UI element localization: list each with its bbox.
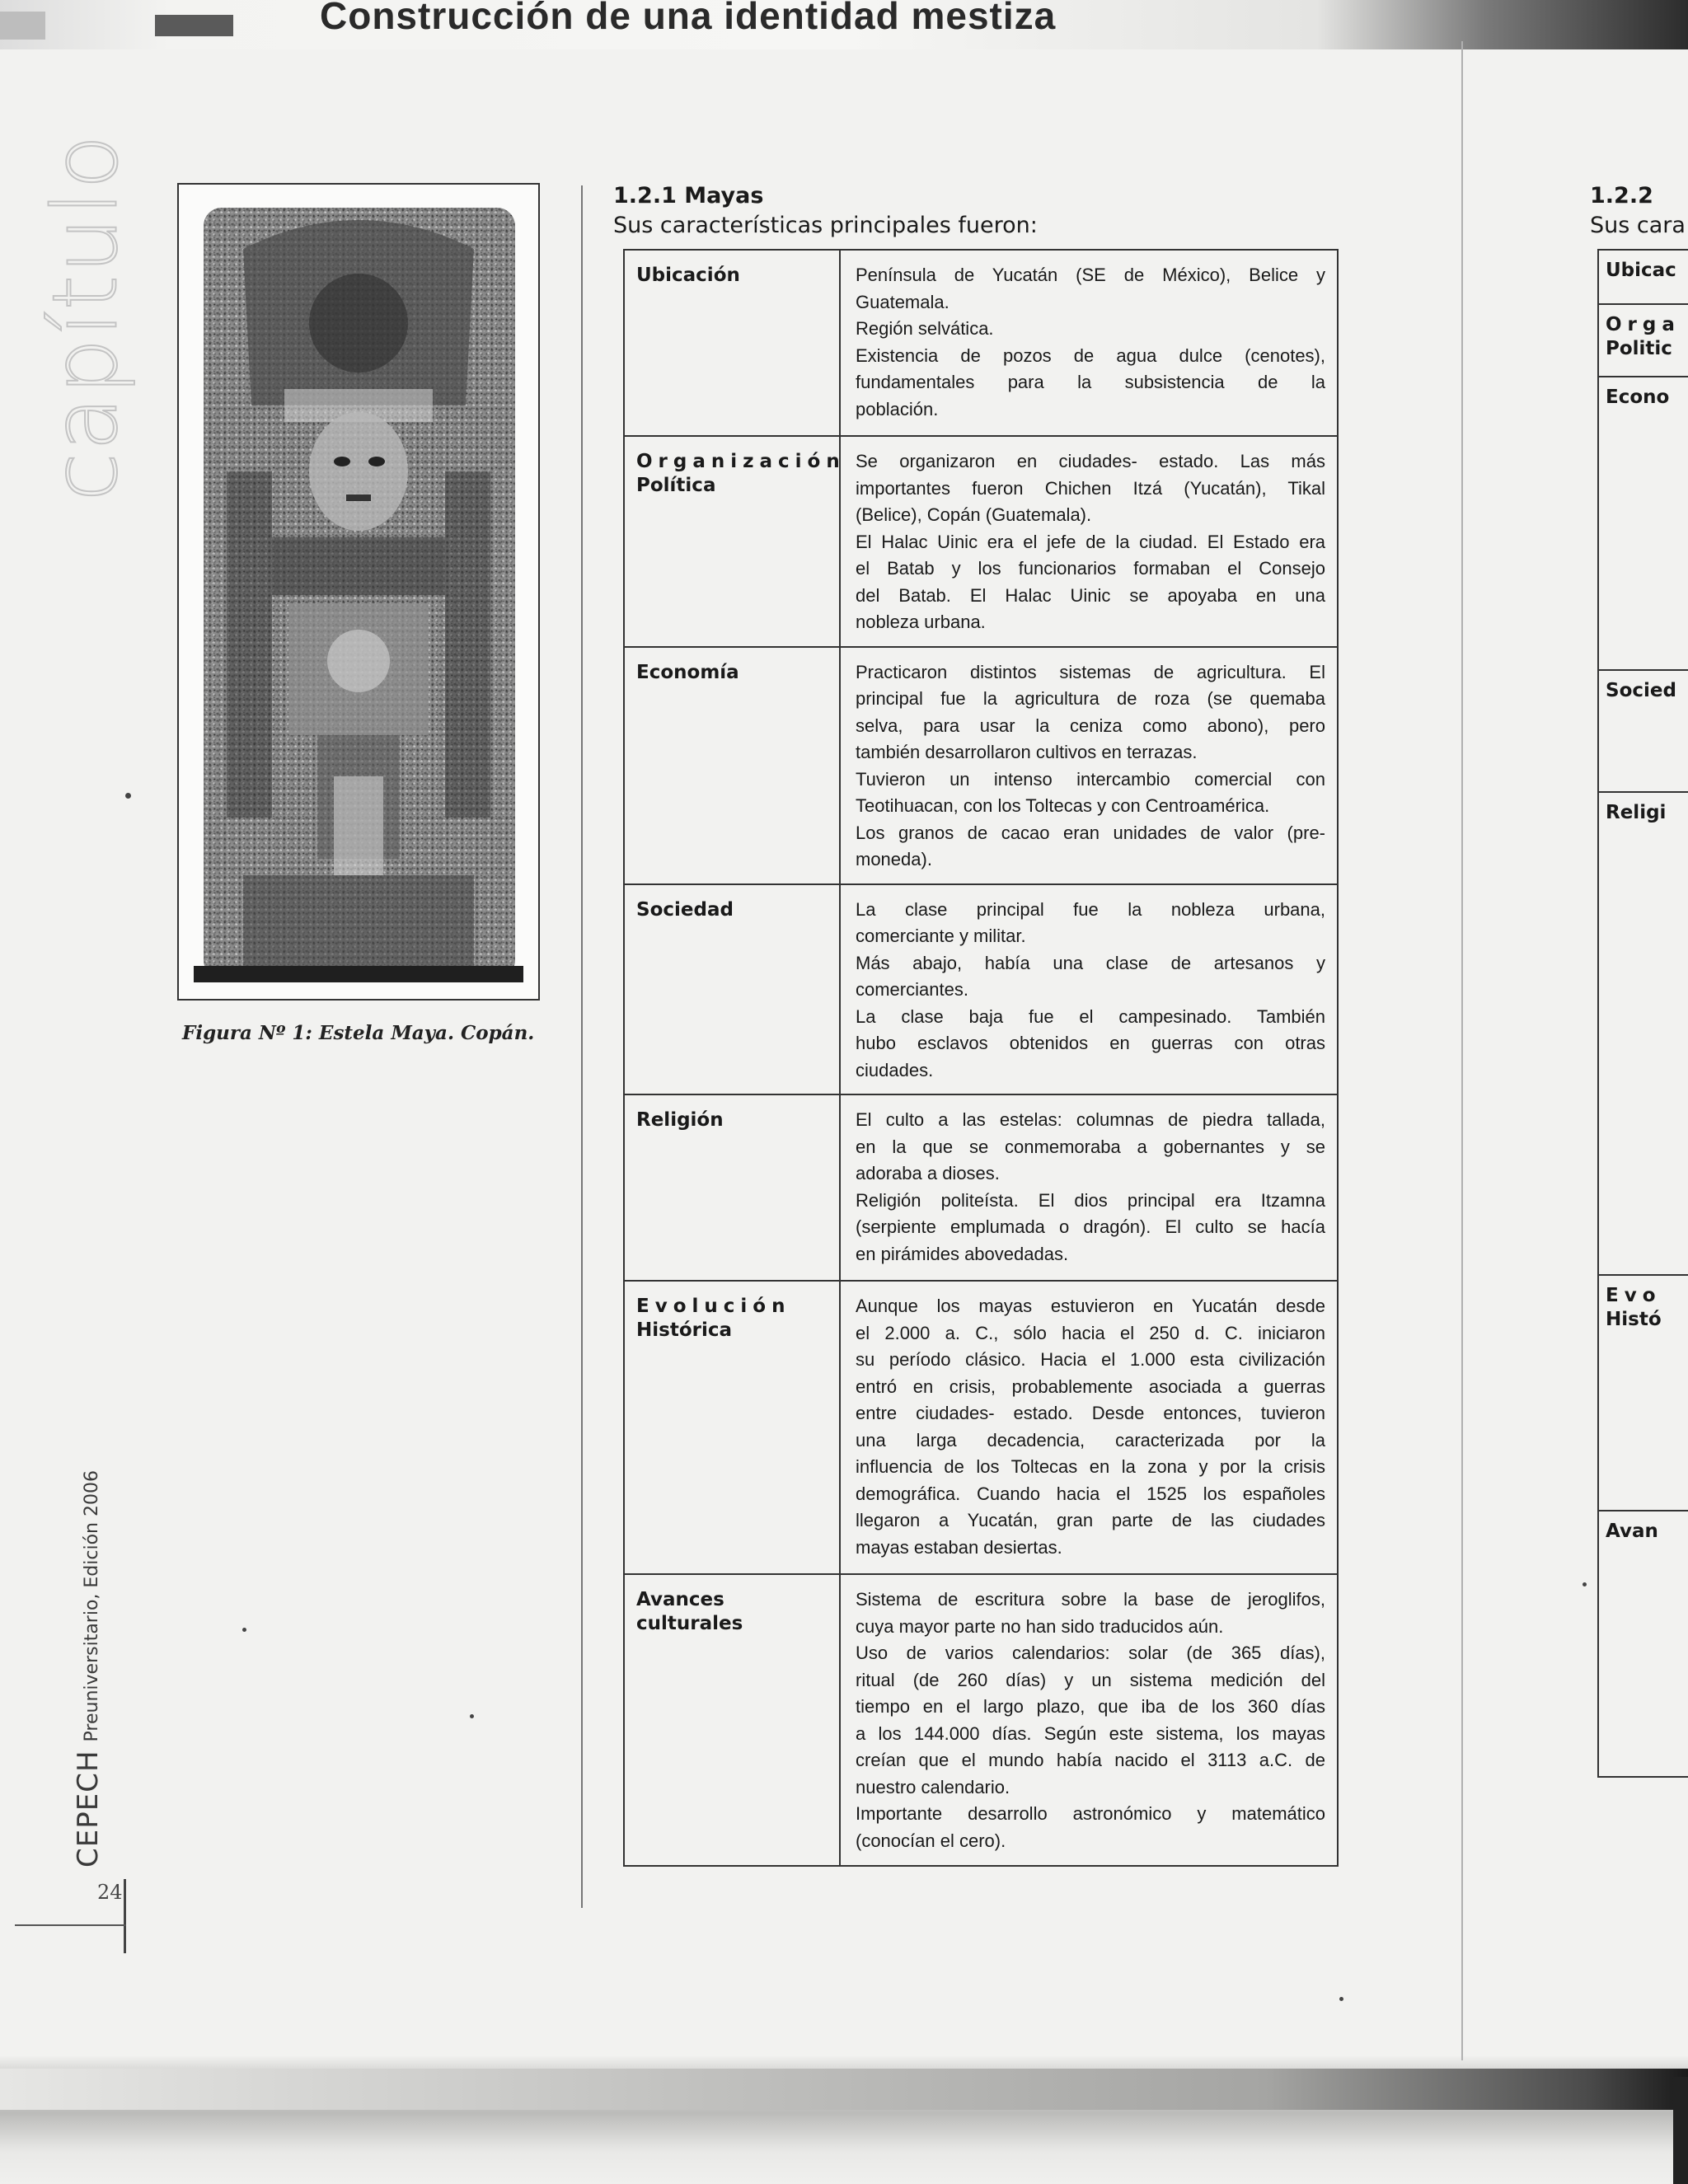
description-line: comerciantes. [856, 979, 968, 1000]
scan-speck [125, 793, 131, 799]
running-header: Construcción de una identidad mestiza [320, 0, 1057, 37]
figure-frame [177, 183, 540, 1001]
next-section-label-line: Politic [1606, 338, 1672, 359]
description-line: mayas estaban desiertas. [856, 1536, 1062, 1558]
next-section-label-line: Econo [1606, 387, 1670, 408]
row-label [624, 647, 840, 884]
scan-top-left-mark [0, 12, 45, 40]
description-line: demográfica. Cuando hacia el 1525 los españoles [856, 1483, 1325, 1504]
table-row [624, 647, 1338, 884]
next-section-row-label [1599, 251, 1688, 305]
next-section-label-line: Histó [1606, 1309, 1662, 1330]
next-section-row-label [1599, 305, 1688, 377]
description-line: también desarrollaron cultivos en terrazas. [856, 742, 1198, 762]
description-line: importantes fueron Chichen Itzá (Yucatán), Tikal [856, 477, 1325, 499]
row-description [840, 250, 1338, 436]
description-line: a los 144.000 días. Según este sistema, los mayas [856, 1722, 1325, 1744]
description-line: ritual (de 260 días) y un sistema medición del [856, 1669, 1325, 1690]
next-section-label-line: Evo [1606, 1285, 1662, 1306]
description-line: Teotihuacan, con los Toltecas y con Centroamérica. [856, 795, 1270, 816]
description-line: Tuvieron un intenso intercambio comercial con [856, 768, 1325, 790]
column-divider [581, 185, 583, 1908]
description-line: La clase principal fue la nobleza urbana, [856, 898, 1325, 920]
description-line: selva, para usar la ceniza como abono), pero [856, 715, 1325, 736]
chapter-word: capítulo [34, 133, 138, 502]
description-line: nobleza urbana. [856, 612, 986, 632]
page-edge-rule [1461, 41, 1463, 2060]
row-label [624, 884, 840, 1095]
description-line: La clase baja fue el campesinado. También [856, 1005, 1325, 1027]
description-line: Más abajo, había una clase de artesanos y [856, 952, 1325, 973]
description-line: el Batab y los funcionarios formaban el Consejo [856, 558, 1325, 579]
description-line: tiempo en el largo plazo, que iba de los 360 días [856, 1696, 1325, 1717]
publisher-brand: CEPECH [72, 1750, 105, 1868]
description-line: su período clásico. Hacia el 1.000 esta civilización [856, 1349, 1325, 1370]
section-intro: Sus características principales fueron: [613, 213, 1038, 238]
table-row [624, 884, 1338, 1095]
description-line: influencia de los Toltecas en la zona y por la crisis [856, 1456, 1325, 1477]
description-line: el 2.000 a. C., sólo hacia el 250 d. C. iniciaron [856, 1322, 1325, 1343]
description-line: población. [856, 398, 939, 419]
description-line: una larga decadencia, caracterizada por la [856, 1429, 1325, 1451]
table-row [624, 436, 1338, 647]
description-line: El culto a las estelas: columnas de piedra tallada, [856, 1109, 1325, 1130]
scan-speck [1339, 1997, 1343, 2001]
table-row [624, 250, 1338, 436]
description-line: (conocían el cero). [856, 1830, 1006, 1851]
row-label [624, 250, 840, 436]
figure-caption: Figura Nº 1: Estela Maya. Copán. [182, 1022, 535, 1044]
row-label [624, 436, 846, 647]
publisher-edition: Preuniversitario, Edición 2006 [82, 1470, 102, 1742]
next-section-intro: Sus cara [1590, 213, 1686, 238]
row-label-line: Economía [636, 661, 739, 683]
description-line: comerciante y militar. [856, 926, 1026, 946]
description-line: hubo esclavos obtenidos en guerras con otras [856, 1033, 1325, 1053]
description-line: Religión politeísta. El dios principal era Itzamna [856, 1189, 1325, 1211]
row-label [624, 1574, 840, 1866]
characteristics-table [623, 249, 1339, 1867]
scan-bottom-dark-band [0, 2069, 1688, 2110]
scan-speck [470, 1714, 474, 1718]
row-label-line: Evolución [636, 1296, 791, 1317]
next-section-row-label [1599, 1276, 1688, 1511]
chapter-label [20, 133, 152, 502]
description-line: Península de Yucatán (SE de México), Belice y [856, 265, 1325, 285]
next-section-heading: 1.2.2 [1590, 183, 1653, 209]
page-number: 24 [97, 1881, 123, 1904]
row-label [624, 1281, 840, 1574]
description-line: Existencia de pozos de agua dulce (cenotes), [856, 344, 1325, 366]
scan-speck [242, 1628, 246, 1632]
scan-top-dark-block [155, 15, 233, 36]
scan-right-edge [1673, 2077, 1688, 2184]
description-line: cuya mayor parte no han sido traducidos aún. [856, 1615, 1224, 1637]
description-line: principal fue la agricultura de roza (se quemaba [856, 688, 1325, 709]
row-label-line: Organización [636, 451, 846, 472]
row-label-line: Sociedad [636, 898, 734, 921]
description-line: creían que el mundo había nacido el 3113 a.C. de [856, 1750, 1325, 1770]
row-label-line: Histórica [636, 1319, 732, 1341]
row-label [624, 1094, 840, 1281]
description-line: Guatemala. [856, 291, 950, 312]
description-line: adoraba a dioses. [856, 1163, 1000, 1183]
row-description [840, 647, 1338, 884]
next-section-row-label [1599, 671, 1688, 793]
margin-horizontal-rule [15, 1924, 126, 1926]
publisher-imprint [43, 1455, 134, 1883]
maya-stela-image [194, 199, 523, 982]
section-heading: 1.2.1 Mayas [613, 183, 764, 209]
description-line: Aunque los mayas estuvieron en Yucatán desde [856, 1296, 1325, 1316]
next-section-table [1597, 249, 1688, 1778]
description-line: Importante desarrollo astronómico y matemático [856, 1803, 1325, 1824]
description-line: (Belice), Copán (Guatemala). [856, 504, 1092, 525]
description-line: Los granos de cacao eran unidades de valor (pre- [856, 822, 1325, 843]
description-line: Se organizaron en ciudades- estado. Las más [856, 451, 1325, 471]
description-line: fundamentales para la subsistencia de la [856, 372, 1325, 392]
description-line: Sistema de escritura sobre la base de jeroglifos, [856, 1589, 1325, 1610]
description-line: moneda). [856, 849, 932, 869]
row-description [840, 1281, 1338, 1574]
next-section-row-label [1599, 1511, 1688, 1778]
description-line: en la que se conmemoraba a gobernantes y se [856, 1136, 1325, 1157]
table-row [624, 1094, 1338, 1281]
next-section-label-line: Socied [1606, 680, 1676, 701]
description-line: en pirámides abovedadas. [856, 1243, 1069, 1264]
description-line: entró en crisis, probablemente asociada a guerras [856, 1376, 1325, 1397]
row-label-line: Ubicación [636, 265, 740, 286]
description-line: Uso de varios calendarios: solar (de 365 días), [856, 1643, 1325, 1663]
row-description [840, 436, 1338, 647]
margin-vertical-rule [124, 1879, 126, 1953]
description-line: llegaron a Yucatán, gran parte de las ciudades [856, 1510, 1325, 1530]
row-description [840, 1094, 1338, 1281]
next-section-row-label [1599, 377, 1688, 671]
next-section-row-label [1599, 793, 1688, 1276]
description-line: El Halac Uinic era el jefe de la ciudad. El Estado era [856, 531, 1325, 552]
row-label-line: Avances culturales [636, 1589, 743, 1634]
table-row [624, 1281, 1338, 1574]
row-label-line: Política [636, 475, 716, 496]
row-description [840, 1574, 1338, 1866]
description-line: Región selvática. [856, 318, 994, 339]
description-line: Practicaron distintos sistemas de agricultura. El [856, 661, 1325, 682]
description-line: nuestro calendario. [856, 1776, 1010, 1797]
next-section-label-line: Avan [1606, 1521, 1658, 1542]
scan-speck [1582, 1582, 1587, 1586]
next-section-label-line: Orga [1606, 314, 1681, 335]
description-line: ciudades. [856, 1059, 934, 1080]
table-row [624, 1574, 1338, 1866]
description-line: entre ciudades- estado. Desde entonces, tuvieron [856, 1403, 1325, 1423]
next-section-label-line: Ubicac [1606, 260, 1676, 281]
description-line: (serpiente emplumada o dragón). El culto se hacía [856, 1216, 1325, 1237]
next-section-label-line: Religi [1606, 802, 1667, 823]
row-description [840, 884, 1338, 1095]
row-label-line: Religión [636, 1109, 724, 1131]
description-line: del Batab. El Halac Uinic se apoyaba en una [856, 584, 1325, 606]
